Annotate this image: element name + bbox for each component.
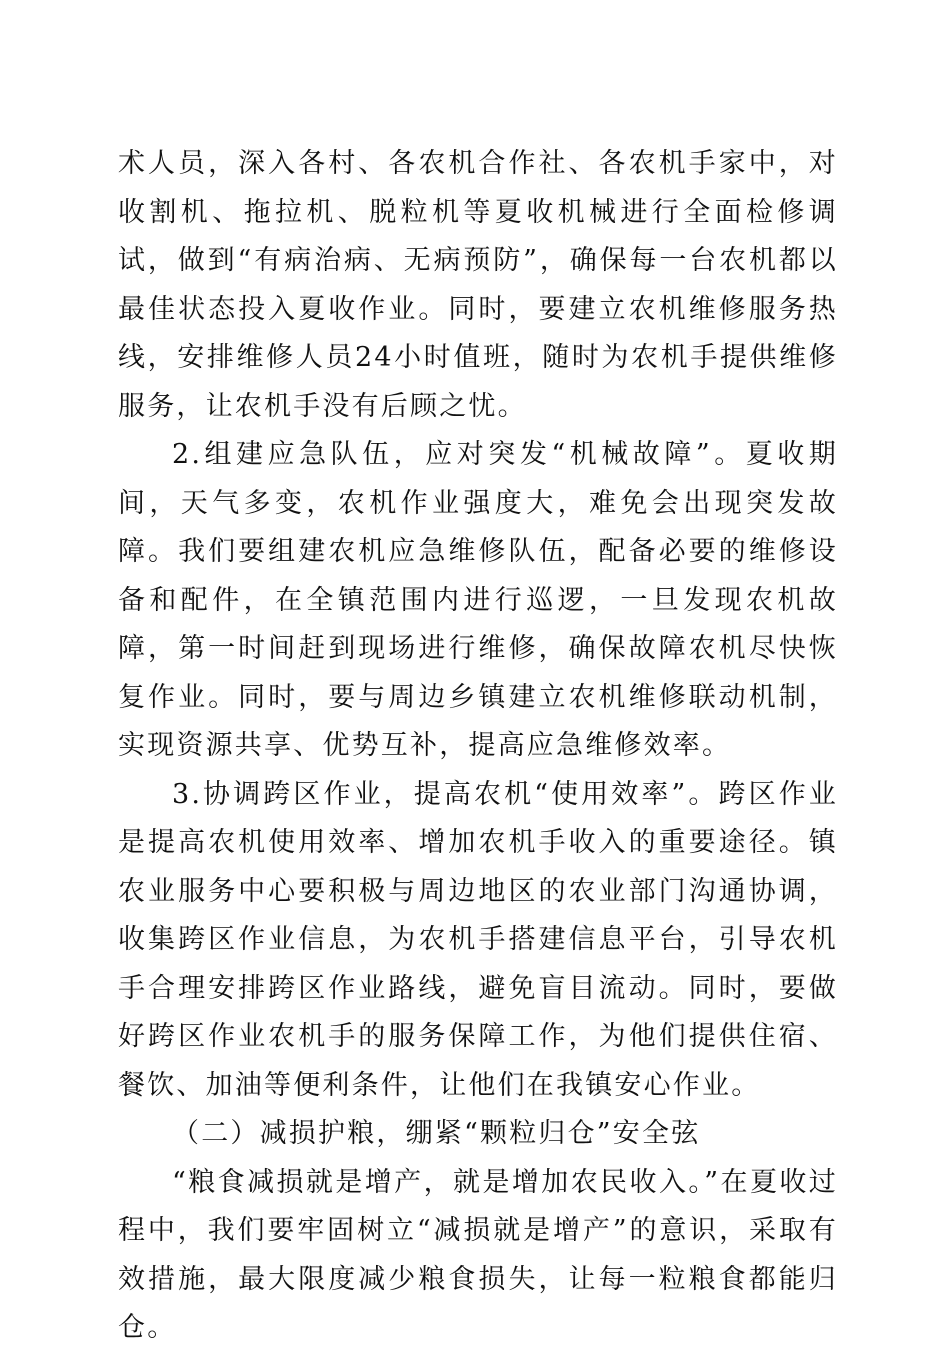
paragraph-continuation: 术人员，深入各村、各农机合作社、各农机手家中，对收割机、拖拉机、脱粒机等夏收机械进行全面检修调试，做到“有病治病、无病预防”，确保每一台农机都以最佳状态投入夏收作业。同时，要建立农机维修服务热线，安排维修人员24小时值班，随时为农机手提供维修服务，让农机手没有后顾之忧。 [118,148,838,422]
paragraph-item-3: 3.协调跨区作业，提高农机“使用效率”。跨区作业是提高农机使用效率、增加农机手收入的重要途径。镇农业服务中心要积极与周边地区的农业部门沟通协调，收集跨区作业信息，为农机手搭建信息平台，引导农机手合理安排跨区作业路线，避免盲目流动。同时，要做好跨区作业农机手的服务保障工作，为他们提供住宿、餐饮、加油等便利条件，让他们在我镇安心作业。 [118,778,838,1101]
section-heading: （二）减损护粮，绷紧“颗粒归仓”安全弦 [172,1118,701,1149]
document-body [118,140,838,1353]
paragraph-intro: “粮食减损就是增产，就是增加农民收入。”在夏收过程中，我们要牢固树立“减损就是增产”的意识，采取有效措施，最大限度减少粮食损失，让每一粒粮食都能归仓。 [118,1166,838,1343]
paragraph-item-2: 2.组建应急队伍，应对突发“机械故障”。夏收期间，天气多变，农机作业强度大，难免会出现突发故障。我们要组建农机应急维修队伍，配备必要的维修设备和配件，在全镇范围内进行巡逻，一旦发现农机故障，第一时间赶到现场进行维修，确保故障农机尽快恢复作业。同时，要与周边乡镇建立农机维修联动机制，实现资源共享、优势互补，提高应急维修效率。 [118,439,838,761]
